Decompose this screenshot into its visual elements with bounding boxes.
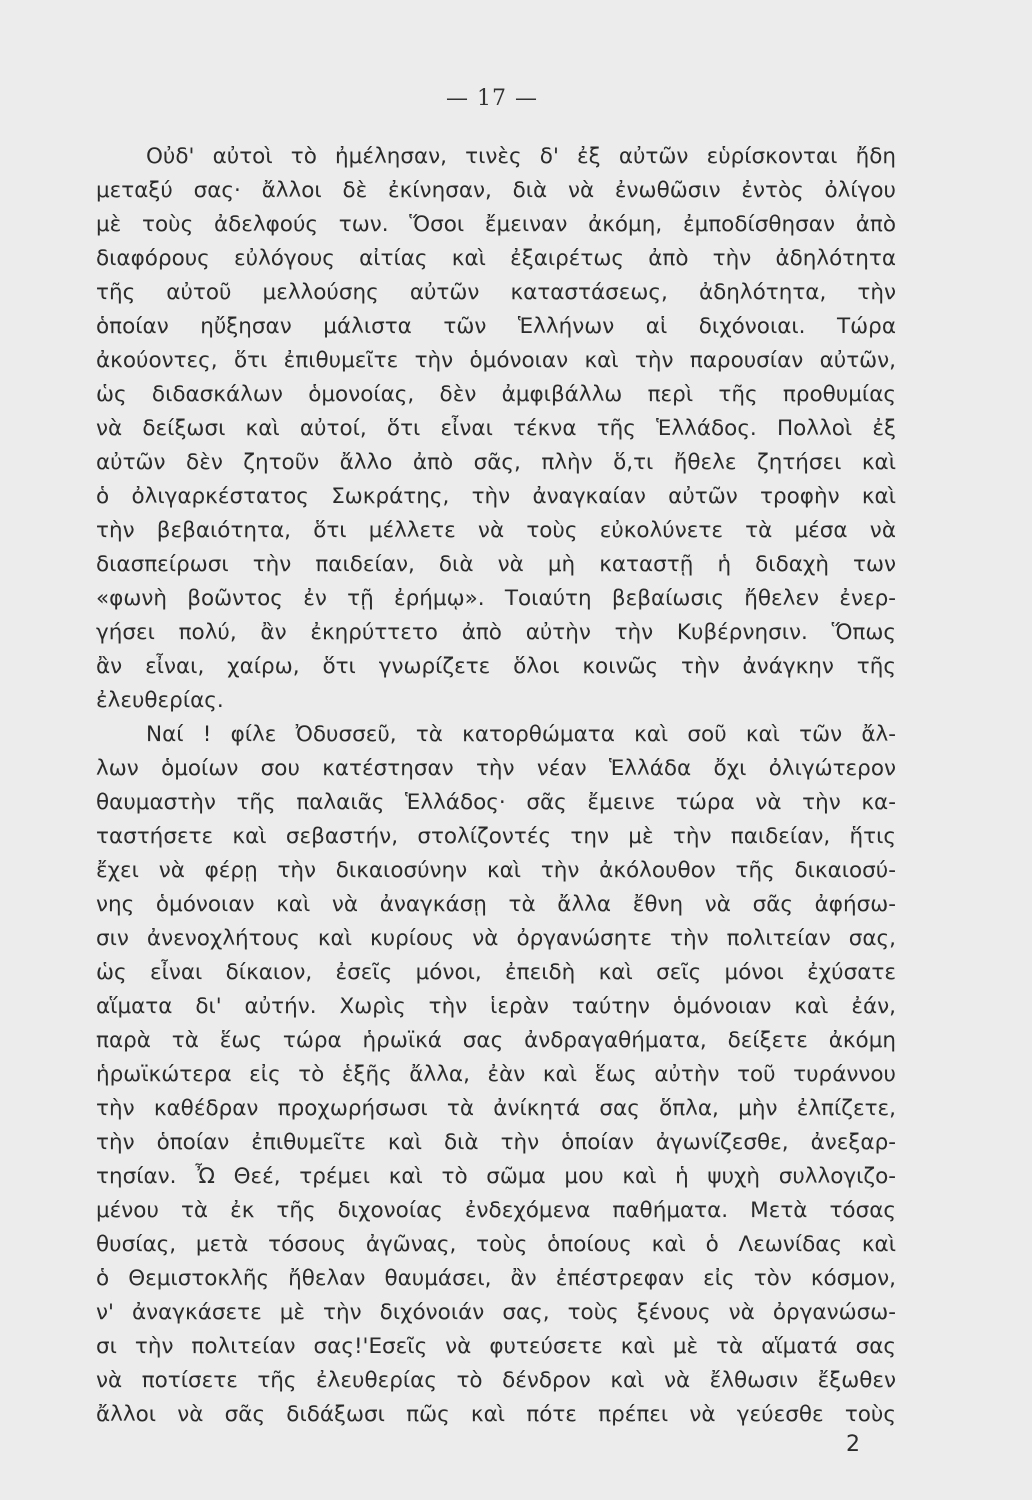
text-line: νὰ ποτίσετε τῆς ἐλευθερίας τὸ δένδρον καὶ νὰ ἔλθωσιν ἔξωθεν: [96, 1368, 896, 1393]
text-line: ταστήσετε καὶ σεβαστήν, στολίζοντές την μὲ τὴν παιδείαν, ἥτις: [96, 824, 896, 849]
text-line: μένου τὰ ἐκ τῆς διχονοίας ἐνδεχόμενα παθήματα. Μετὰ τόσας: [96, 1198, 896, 1223]
text-line: αἵματα δι' αὐτήν. Χωρὶς τὴν ἱερὰν ταύτην ὁμόνοιαν καὶ ἐάν,: [96, 994, 896, 1019]
text-line: «φωνὴ βοῶντος ἐν τῇ ἐρήμῳ». Τοιαύτη βεβαίωσις ἤθελεν ἐνερ-: [96, 586, 896, 611]
text-line: σιν ἀνενοχλήτους καὶ κυρίους νὰ ὀργανώσητε τὴν πολιτείαν σας,: [96, 926, 896, 951]
text-line: νὰ δείξωσι καὶ αὐτοί, ὅτι εἶναι τέκνα τῆς Ἑλλάδος. Πολλοὶ ἐξ: [96, 416, 896, 441]
text-line: θυσίας, μετὰ τόσους ἀγῶνας, τοὺς ὁποίους καὶ ὁ Λεωνίδας καὶ: [96, 1232, 896, 1257]
text-line: ὁ Θεμιστοκλῆς ἤθελαν θαυμάσει, ἂν ἐπέστρεφαν εἰς τὸν κόσμον,: [96, 1266, 896, 1291]
text-line: ἄλλοι νὰ σᾶς διδάξωσι πῶς καὶ πότε πρέπει νὰ γεύεσθε τοὺς: [96, 1402, 896, 1427]
text-line: ὡς διδασκάλων ὁμονοίας, δὲν ἀμφιβάλλω περὶ τῆς προθυμίας: [96, 382, 896, 407]
text-line: μὲ τοὺς ἀδελφούς των. Ὅσοι ἔμειναν ἀκόμη, ἐμποδίσθησαν ἀπὸ: [96, 212, 896, 237]
page-number: — 17 —: [446, 86, 538, 111]
text-line: ἐλευθερίας.: [96, 688, 224, 713]
text-line: τῆς αὐτοῦ μελλούσης αὐτῶν καταστάσεως, ἀδηλότητα, τὴν: [96, 280, 896, 305]
text-line: ἔχει νὰ φέρῃ τὴν δικαιοσύνην καὶ τὴν ἀκόλουθον τῆς δικαιοσύ-: [96, 858, 896, 883]
text-line: διαφόρους εὐλόγους αἰτίας καὶ ἐξαιρέτως ἀπὸ τὴν ἀδηλότητα: [96, 246, 896, 271]
signature-mark: 2: [846, 1432, 860, 1457]
text-line: ὁ ὀλιγαρκέστατος Σωκράτης, τὴν ἀναγκαίαν αὐτῶν τροφὴν καὶ: [96, 484, 896, 509]
text-line: ν' ἀναγκάσετε μὲ τὴν διχόνοιάν σας, τοὺς ξένους νὰ ὀργανώσω-: [96, 1300, 896, 1325]
text-line: ἂν εἶναι, χαίρω, ὅτι γνωρίζετε ὅλοι κοινῶς τὴν ἀνάγκην τῆς: [96, 654, 896, 679]
text-line: λων ὁμοίων σου κατέστησαν τὴν νέαν Ἑλλάδα ὄχι ὀλιγώτερον: [96, 756, 896, 781]
text-line: τησίαν. Ὦ Θεέ, τρέμει καὶ τὸ σῶμα μου καὶ ἡ ψυχὴ συλλογιζο-: [96, 1164, 896, 1189]
text-line: τὴν καθέδραν προχωρήσωσι τὰ ἀνίκητά σας ὅπλα, μὴν ἐλπίζετε,: [96, 1096, 896, 1121]
text-line: Ναί ! φίλε Ὀδυσσεῦ, τὰ κατορθώματα καὶ σοῦ καὶ τῶν ἄλ-: [146, 722, 896, 747]
text-line: νης ὁμόνοιαν καὶ νὰ ἀναγκάσῃ τὰ ἄλλα ἔθνη νὰ σᾶς ἀφήσω-: [96, 892, 896, 917]
text-line: ὡς εἶναι δίκαιον, ἐσεῖς μόνοι, ἐπειδὴ καὶ σεῖς μόνοι ἐχύσατε: [96, 960, 896, 985]
text-line: μεταξύ σας· ἄλλοι δὲ ἐκίνησαν, διὰ νὰ ἐνωθῶσιν ἐντὸς ὀλίγου: [96, 178, 896, 203]
text-line: αὐτῶν δὲν ζητοῦν ἄλλο ἀπὸ σᾶς, πλὴν ὅ,τι ἤθελε ζητήσει καὶ: [96, 450, 896, 475]
text-line: σι τὴν πολιτείαν σας!'Εσεῖς νὰ φυτεύσετε καὶ μὲ τὰ αἵματά σας: [96, 1334, 896, 1359]
text-line: ἀκούοντες, ὅτι ἐπιθυμεῖτε τὴν ὁμόνοιαν καὶ τὴν παρουσίαν αὐτῶν,: [96, 348, 896, 373]
text-line: παρὰ τὰ ἕως τώρα ἡρωϊκά σας ἀνδραγαθήματα, δείξετε ἀκόμη: [96, 1028, 896, 1053]
text-line: ὁποίαν ηὔξησαν μάλιστα τῶν Ἑλλήνων αἱ διχόνοιαι. Τώρα: [96, 314, 896, 339]
text-line: γήσει πολύ, ἂν ἐκηρύττετο ἀπὸ αὐτὴν τὴν Κυβέρνησιν. Ὅπως: [96, 620, 896, 645]
text-line: τὴν βεβαιότητα, ὅτι μέλλετε νὰ τοὺς εὐκολύνετε τὰ μέσα νὰ: [96, 518, 896, 543]
text-line: Οὐδ' αὐτοὶ τὸ ἠμέλησαν, τινὲς δ' ἐξ αὐτῶν εὑρίσκονται ἤδη: [146, 144, 896, 169]
text-line: ἡρωϊκώτερα εἰς τὸ ἑξῆς ἄλλα, ἐὰν καὶ ἕως αὐτὴν τοῦ τυράννου: [96, 1062, 896, 1087]
text-line: διασπείρωσι τὴν παιδείαν, διὰ νὰ μὴ καταστῇ ἡ διδαχὴ των: [96, 552, 896, 577]
text-line: τὴν ὁποίαν ἐπιθυμεῖτε καὶ διὰ τὴν ὁποίαν ἀγωνίζεσθε, ἀνεξαρ-: [96, 1130, 896, 1155]
text-line: θαυμαστὴν τῆς παλαιᾶς Ἑλλάδος· σᾶς ἔμεινε τώρα νὰ τὴν κα-: [96, 790, 896, 815]
